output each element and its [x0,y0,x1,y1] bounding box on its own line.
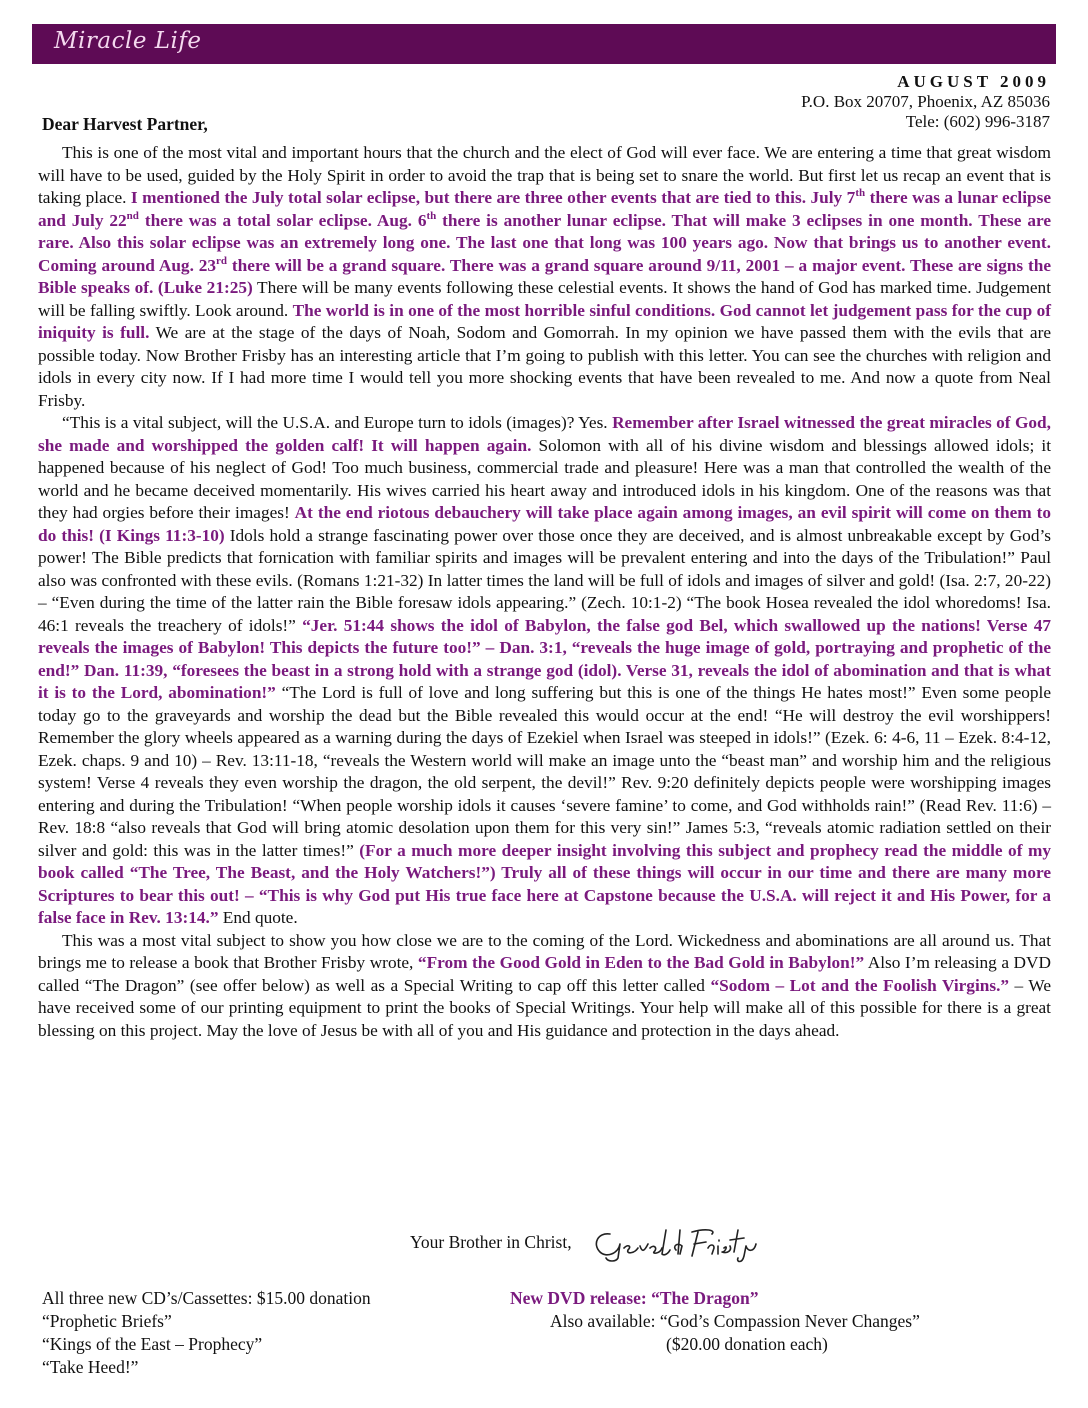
dvd-also-available: Also available: “God’s Compassion Never Changes” [550,1311,920,1331]
highlighted-text: there was a total solar eclipse. Aug. 6 [138,210,427,230]
body-text: “The Lord is full of love and long suffering but this is one of the things He hates most!” Even some people today go to the graveyards and worship the dead but the Bible revealed this would occur at the end! “He will destroy the evil worshippers! Remember the glory wheels appeared as a warning during the days of Ezekiel when Israel was steeped in idols!” (Ezek. 6: 4-6, 11 – Ezek. 8:4-12, Ezek. chaps. 9 and 10) – Rev. 13:11-18, “reveals the Western world will make an image unto the “beast man” and worship him and the religious system! Verse 4 reveals they even worship the dragon, the old serpent, the devil!” Rev. 9:20 definitely depicts people were worshipping images entering and during the Tribulation! “When people worship idols it causes ‘severe famine’ to come, and God withholds rain!” (Read Rev. 11:6) – Rev. 18:8 “also reveals that God will bring atomic desolation upon them for this very sin!” James 5:3, “reveals atomic radiation settled on their silver and gold: this was in the latter times!” [38,683,1051,860]
highlighted-text: Remember after Israel witnessed the great miracles of God, she made and worshipped the golden calf! It will happen again. [38,413,1051,455]
highlighted-text: there will be a grand square. There was a grand square around 9/11, 2001 – a major event. These are signs the Bible speaks of. (Luke 21:25) [38,255,1051,297]
highlighted-text: there was a lunar eclipse and July 22 [38,188,1051,230]
mailing-address: P.O. Box 20707, Phoenix, AZ 85036 [801,92,1050,111]
body-text: Also I’m releasing a DVD called “The Dragon” (see offer below) as well as a Special Writing to cap off this letter called [38,953,1051,995]
highlighted-text: At the end riotous debauchery will take place again among images, an evil spirit will come on them to do this! (I Kings 11:3-10) [38,503,1051,545]
body-text: “This is a vital subject, will the U.S.A. and Europe turn to idols (images)? Yes. [62,413,613,432]
highlighted-text: rd [216,254,228,267]
highlighted-text: The world is in one of the most horrible sinful conditions. God cannot let judgement pass for the cup of iniquity is full. [38,300,1051,342]
highlighted-text: I mentioned the July total solar eclipse, but there are three other events that are tied to this. July 7 [130,188,856,207]
highlighted-text: “From the Good Gold in Eden to the Bad Gold in Babylon!” [417,953,865,972]
letter-body [38,142,1051,1042]
body-paragraph [38,142,1051,412]
salutation: Dear Harvest Partner, [42,114,208,134]
body-paragraph [38,930,1051,1043]
cd-title: “Take Heed!” [42,1357,139,1377]
highlighted-text: “Jer. 51:44 shows the idol of Babylon, the false god Bel, which swallowed up the nations! Verse 47 reveals the images of Babylon! This depicts the future too!” – Dan. 3:1, “reveals the huge image of gold, portraying and prophetic of the end!” Dan. 11:39, “foresees the beast in a strong hold with a strange god (idol). Verse 31, reveals the idol of abomination and that is what it is to the Lord, abomination!” [38,615,1051,702]
dvd-offer [510,1287,1020,1356]
body-text: Solomon with all of his divine wisdom and blessings allowed idols; it happened because of his neglect of God! Too much business, commercial trade and pleasure! Here was a man that controlled the wealth of the world and he became deceived momentarily. His wives carried his heart away and introduced idols in his kingdom. One of the reasons was that they had orgies before their images! [38,435,1051,522]
dvd-price: ($20.00 donation each) [666,1334,828,1354]
body-text: We are at the stage of the days of Noah, Sodom and Gomorrah. In my opinion we have passed them with the evils that are possible today. Now Brother Frisby has an interesting article that I’m going to publish with this letter. You can see the churches with religion and idols in every city now. If I had more time I would tell you more shocking events that have been revealed to me. And now a quote from Neal Frisby. [38,323,1051,410]
body-text: Idols hold a strange fascinating power over those once they are deceived, and is almost unbreakable except by God’s power! The Bible predicts that fornication with familiar spirits and images will be prevalent entering and into the days of the Tribulation!” Paul also was confronted with these evils. (Romans 1:21-32) In latter times the land will be full of idols and images of silver and gold! (Isa. 2:7, 20-22) – “Even during the time of the latter rain the Bible foresaw idols appearing.” (Zech. 10:1-2) “The book Hosea revealed the idol whoredoms! Isa. 46:1 reveals the treachery of idols!” [38,525,1051,635]
cd-offer [42,1287,371,1379]
body-paragraph [38,412,1051,930]
highlighted-text: there is another lunar eclipse. That will make 3 eclipses in one month. These are rare. Also this solar eclipse was an extremely long one. The last one that long was 100 years ago. Now that brings us to another event. Coming around Aug. 23 [38,210,1051,275]
body-text: End quote. [218,908,298,927]
body-text: This is one of the most vital and important hours that the church and the elect of God will ever face. We are entering a time that great wisdom will have to be used, guided by the Holy Spirit in order to avoid the trap that is being set to snare the world. But first let us recap an event that is taking place. [38,143,1051,207]
cd-offer-heading: All three new CD’s/Cassettes: $15.00 donation [42,1288,371,1308]
closing-line [410,1222,788,1266]
closing-text: Your Brother in Christ, [410,1232,572,1253]
highlighted-text: “Sodom – Lot and the Foolish Virgins.” [710,975,1010,995]
highlighted-text: (For a much more deeper insight involving this subject and prophecy read the middle of my book called “The Tree, The Beast, and the Holy Watchers!”) Truly all of these things will occur in our time and there are many more Scriptures to bear this out! – “This is why God put His true face here at Capstone because the U.S.A. will reject it and His Power, for a false face in Rev. 13:14.” [38,840,1051,927]
body-text: There will be many events following these celestial events. It shows the hand of God has marked time. Judgement will be falling swiftly. Look around. [38,278,1051,320]
highlighted-text: nd [126,209,139,222]
highlighted-text: th [855,187,866,200]
highlighted-text: th [426,209,437,222]
newsletter-title: Miracle Life [54,28,202,54]
header-banner [32,24,1056,64]
body-text: This was a most vital subject to show you how close we are to the coming of the Lord. Wickedness and abominations are all around us. That brings me to release a book that Brother Frisby wrote, [38,930,1051,972]
body-text: – We have received some of our printing equipment to print the books of Special Writings. Your help will make all of this possible for there is a great blessing on this project. May the love of Jesus be with all of you and His guidance and protection in the days ahead. [38,975,1052,1040]
letter-date: AUGUST 2009 [897,72,1050,91]
dvd-offer-title: New DVD release: “The Dragon” [510,1288,759,1308]
phone-number: Tele: (602) 996-3187 [905,112,1050,131]
cd-title: “Prophetic Briefs” [42,1311,172,1331]
letter-header [801,72,1050,132]
signature [588,1222,788,1266]
cd-title: “Kings of the East – Prophecy” [42,1334,263,1354]
